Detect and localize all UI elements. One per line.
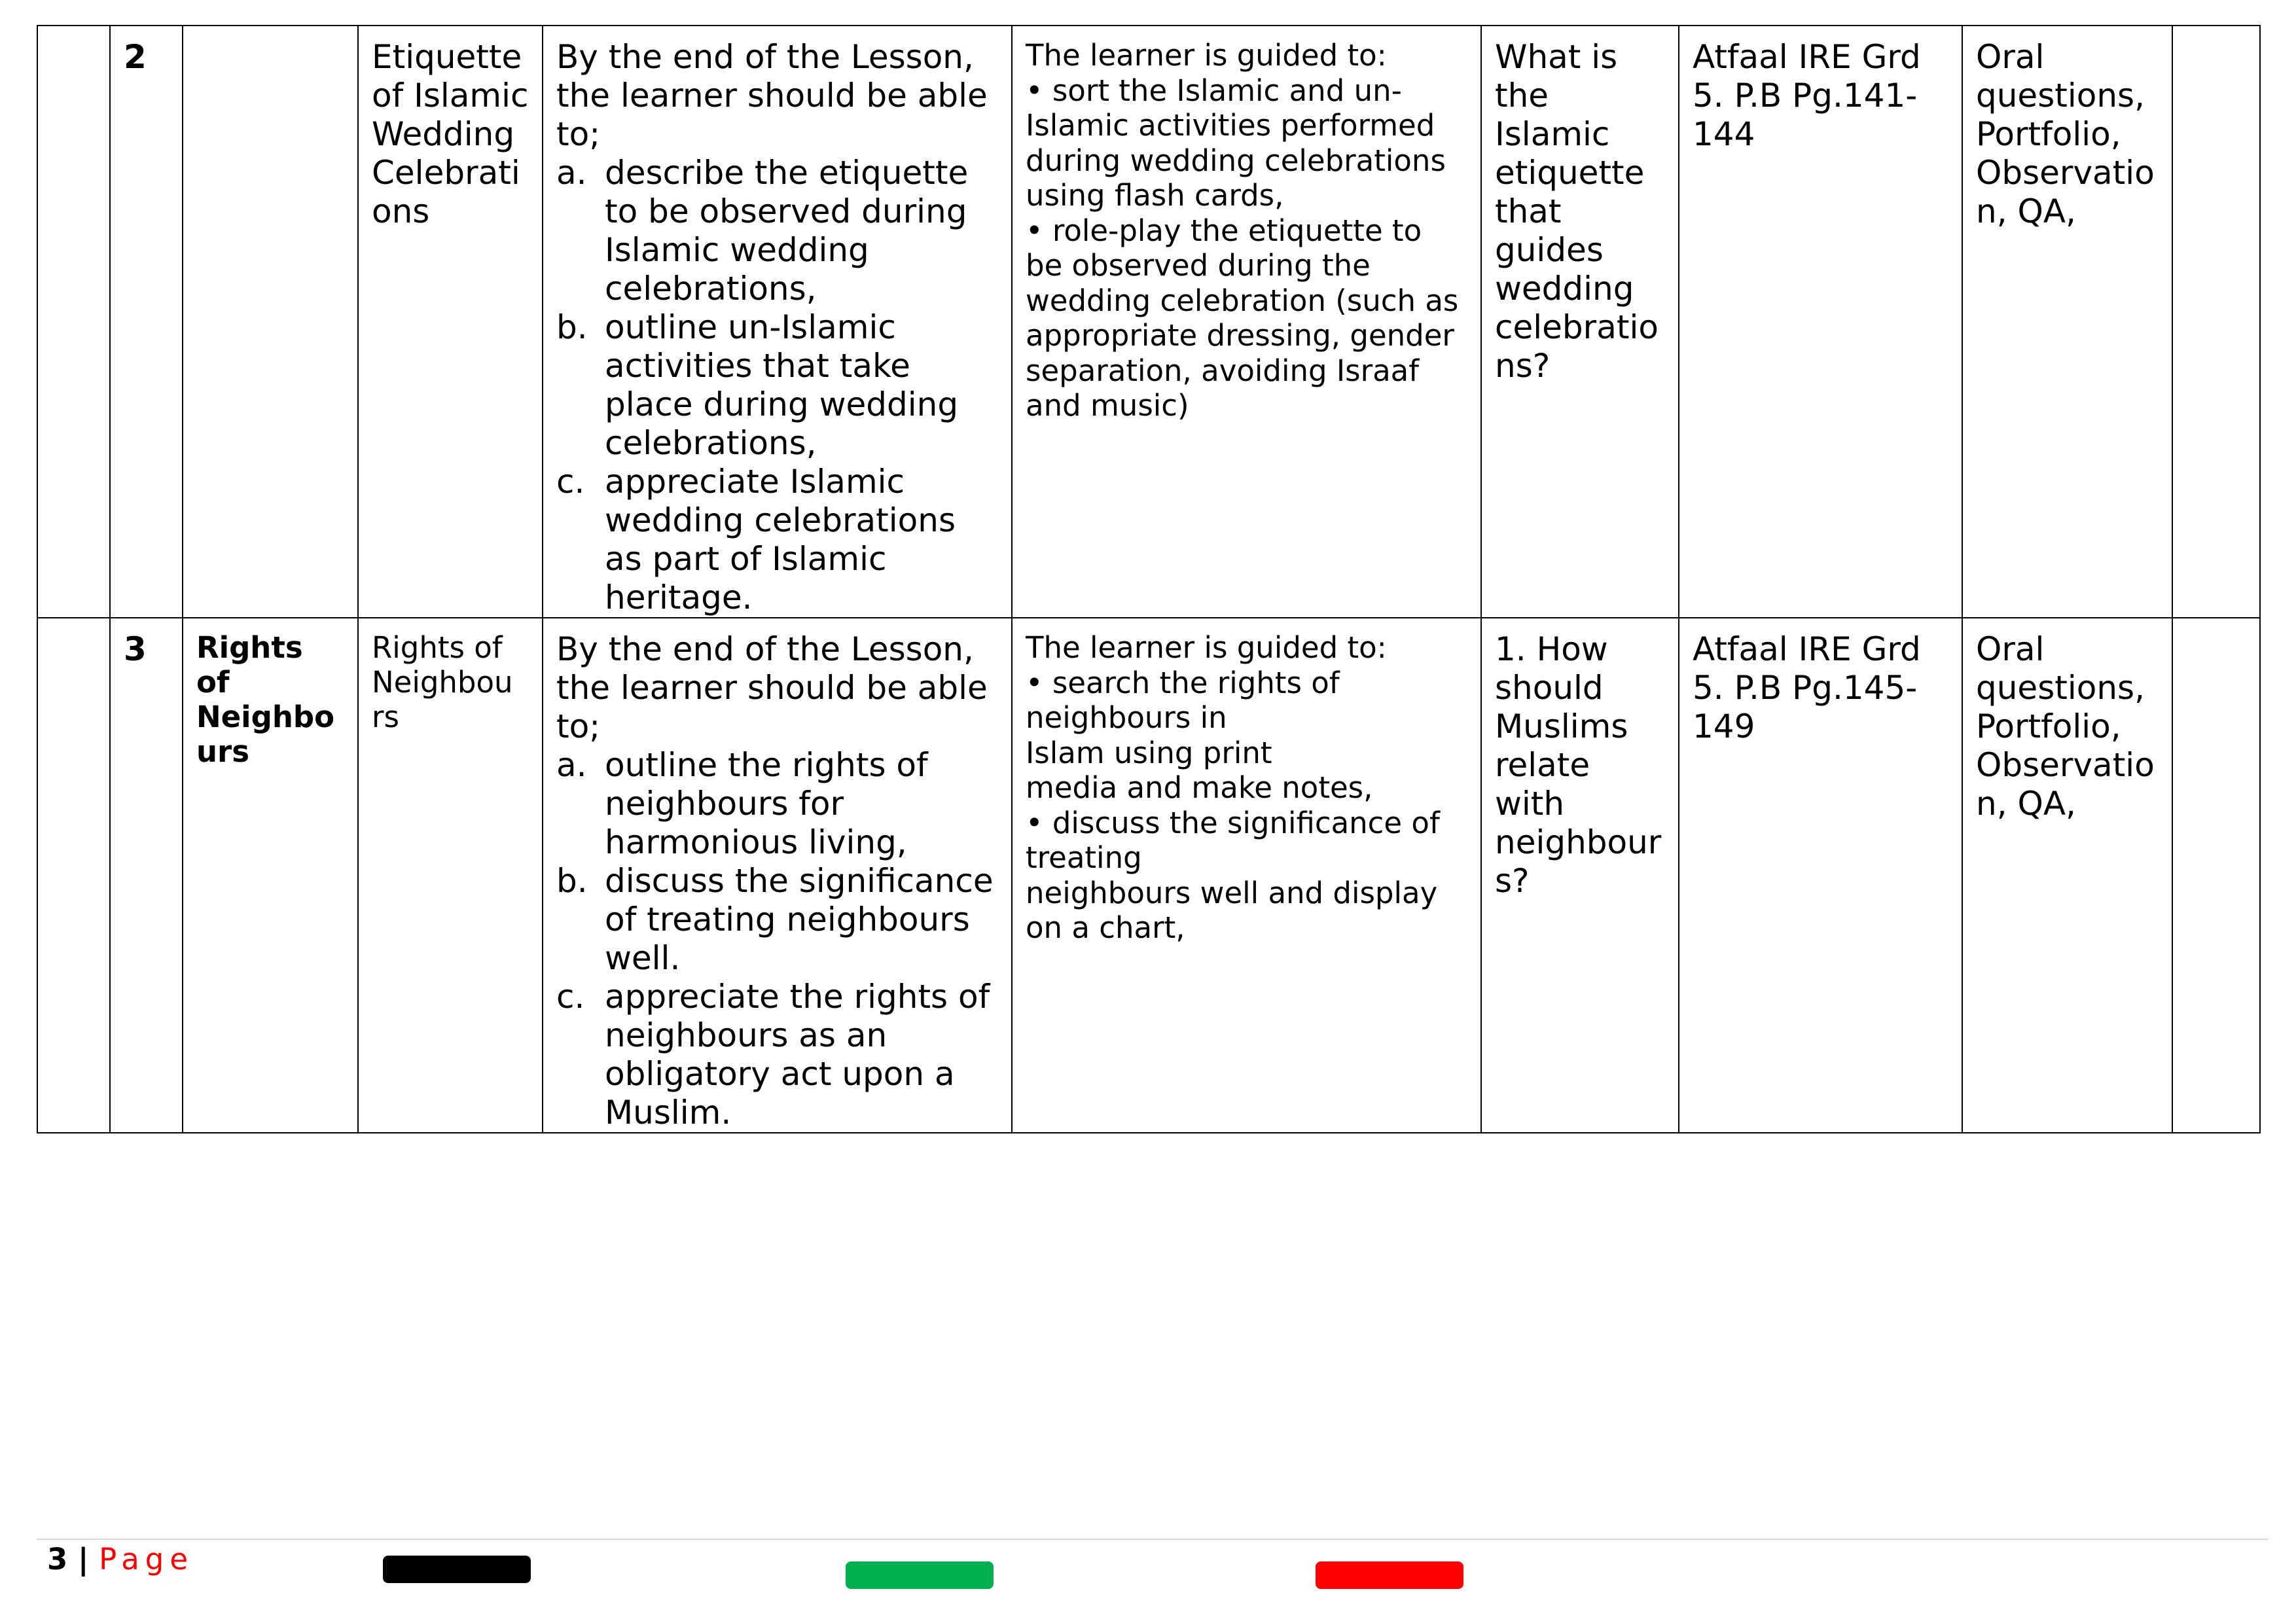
page-separator: | xyxy=(67,1542,99,1577)
key-inquiry-question-cell: What is the Islamic etiquette that guides wedding celebratio ns? xyxy=(1481,26,1679,618)
sub-strand-cell: Etiquette of Islamic Wedding Celebrati ons xyxy=(358,26,543,618)
list-item xyxy=(556,308,998,463)
outcome-text: appreciate the rights of neighbours as an obligatory act upon a Muslim. xyxy=(605,978,990,1132)
activities-intro: The learner is guided to: xyxy=(1026,38,1387,73)
scheme-of-work-table xyxy=(37,25,2261,1133)
activity-line: • search the rights of neighbours in xyxy=(1026,665,1340,735)
outcomes-list xyxy=(556,746,998,1132)
activity-line: • discuss the significance of treating xyxy=(1026,805,1440,875)
outcome-letter: c. xyxy=(556,978,585,1016)
strand-cell xyxy=(183,26,358,618)
learning-activities-cell xyxy=(1012,618,1481,1133)
outcome-text: discuss the significance of treating neighbours well. xyxy=(605,862,994,977)
lesson-number-cell: 2 xyxy=(110,26,183,618)
outcome-letter: a. xyxy=(556,746,587,784)
outcome-letter: c. xyxy=(556,463,585,501)
remarks-cell xyxy=(2172,618,2260,1133)
outcome-text: outline the rights of neighbours for harmonious living, xyxy=(605,746,928,861)
assessment-methods-cell: Oral questions, Portfolio, Observatio n, QA, xyxy=(1962,26,2172,618)
activity-line: • sort the Islamic and un-Islamic activities performed during wedding celebrations using flash cards, xyxy=(1026,73,1446,213)
outcome-letter: b. xyxy=(556,308,588,346)
flag-bar-red xyxy=(1316,1561,1463,1589)
activity-line: Islam using print xyxy=(1026,735,1272,770)
key-inquiry-question-cell: 1. How should Muslims relate with neighbour s? xyxy=(1481,618,1679,1133)
outcome-text: appreciate Islamic wedding celebrations as part of Islamic heritage. xyxy=(605,463,956,616)
outcomes-intro: By the end of the Lesson, the learner should be able to; xyxy=(556,38,988,153)
learning-outcomes-cell xyxy=(543,618,1012,1133)
flag-bar-black xyxy=(383,1556,531,1583)
assessment-methods-cell: Oral questions, Portfolio, Observatio n, QA, xyxy=(1962,618,2172,1133)
week-cell xyxy=(37,26,110,618)
page-number: 3 xyxy=(47,1542,68,1577)
outcome-letter: a. xyxy=(556,154,587,192)
outcomes-list xyxy=(556,154,998,617)
activities-intro: The learner is guided to: xyxy=(1026,630,1387,665)
activity-line: neighbours well and display on a chart, xyxy=(1026,875,1438,945)
list-item xyxy=(556,463,998,617)
footer-divider xyxy=(37,1539,2269,1540)
strand-cell: Rights of Neighbo urs xyxy=(183,618,358,1133)
learning-resources-cell: Atfaal IRE Grd 5. P.B Pg.145-149 xyxy=(1679,618,1962,1133)
activity-line: media and make notes, xyxy=(1026,770,1373,805)
list-item xyxy=(556,862,998,978)
outcome-text: outline un-Islamic activities that take place during wedding celebrations, xyxy=(605,308,959,462)
page-footer xyxy=(47,1542,194,1577)
list-item xyxy=(556,746,998,862)
table-row xyxy=(37,26,2260,618)
page-label: Page xyxy=(99,1542,194,1577)
flag-bar-green xyxy=(846,1561,994,1589)
outcomes-intro: By the end of the Lesson, the learner should be able to; xyxy=(556,630,988,745)
learning-outcomes-cell xyxy=(543,26,1012,618)
lesson-number-cell: 3 xyxy=(110,618,183,1133)
learning-resources-cell: Atfaal IRE Grd 5. P.B Pg.141-144 xyxy=(1679,26,1962,618)
sub-strand-cell: Rights of Neighbou rs xyxy=(358,618,543,1133)
learning-activities-cell xyxy=(1012,26,1481,618)
outcome-letter: b. xyxy=(556,862,588,900)
activity-line: • role-play the etiquette to be observed during the wedding celebration (such as appropriate dressing, gender separation, avoiding Israaf and music) xyxy=(1026,213,1459,423)
week-cell xyxy=(37,618,110,1133)
table-row xyxy=(37,618,2260,1133)
list-item xyxy=(556,978,998,1132)
remarks-cell xyxy=(2172,26,2260,618)
list-item xyxy=(556,154,998,308)
outcome-text: describe the etiquette to be observed during Islamic wedding celebrations, xyxy=(605,154,969,308)
